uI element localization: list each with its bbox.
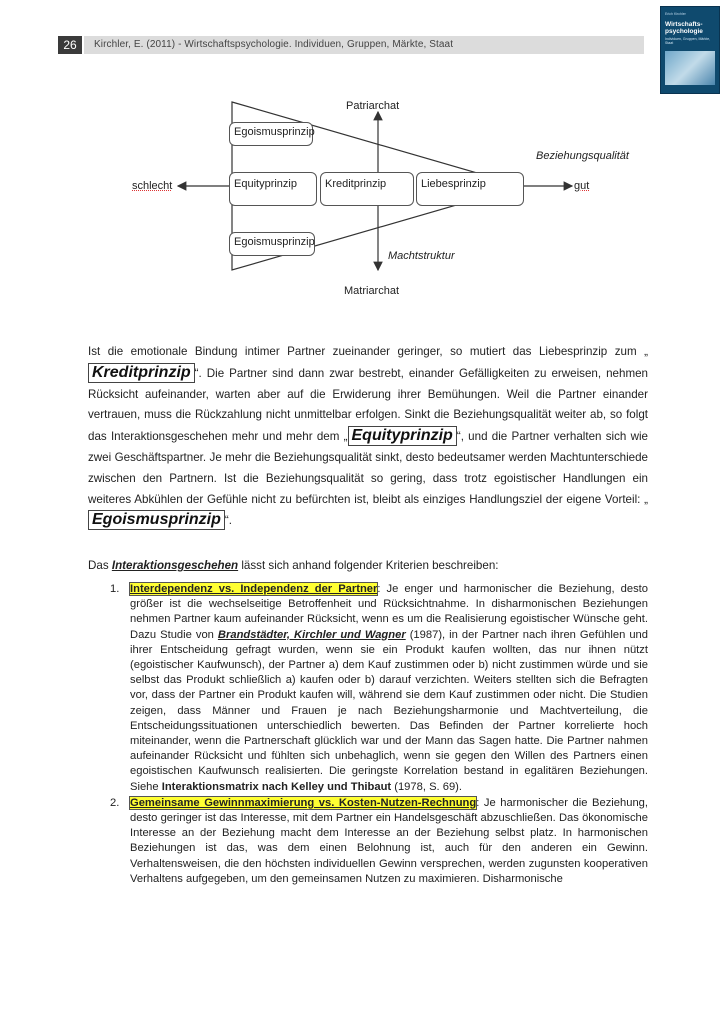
criterion-text: (1978, S. 69). bbox=[391, 780, 463, 793]
criterion-heading: Gemeinsame Gewinnmaximierung vs. Kosten-Nutzen-Rechnung bbox=[130, 796, 477, 809]
list-item bbox=[110, 582, 648, 795]
label-beziehungsqualitaet: Beziehungsqualität bbox=[536, 150, 629, 162]
criterion-text: : Je harmonischer die Beziehung, desto geringer ist das Interesse, mit dem Partner ein Handelsgeschäft abzuschließen. Das ökonomische Interesse an der Beziehung macht dem Interesse an der Beziehung selbst platz. In harmonischen Beziehungen ist das, was dem einen Belohnung ist, auch für den anderen ein Gewinn. Verhaltensweisen, die den höchsten individuellen Gewinn versprechen, werden zugunsten kooperativen Verhaltens aufgegeben, um den gemeinsamen Nutzen zu maximieren. Disharmonische bbox=[130, 796, 648, 885]
criterion-text: : Je enger und harmonischer die Beziehung, desto größer ist die wechselseitige Betroffenheit und Rücksichtnahme. In disharmonischen Beziehungen nehmen Partner kaum aufeinander Rücksicht, wenn es um die Realisierung egoistischer Wünsche geht. Dazu Studie von bbox=[130, 583, 648, 641]
page-number: 26 bbox=[58, 36, 82, 54]
box-kredit: Kreditprinzip bbox=[320, 172, 414, 206]
list-item bbox=[110, 796, 648, 887]
paragraph-part-1: Ist die emotionale Bindung intimer Partner zueinander geringer, so mutiert das Liebesprinzip zum „ bbox=[88, 345, 648, 358]
intro-before: Das bbox=[88, 559, 112, 572]
reference-kelley-thibaut: Interaktionsmatrix nach Kelley und Thibaut bbox=[161, 780, 392, 793]
intro-emphasis: Interaktionsgeschehen bbox=[111, 559, 239, 572]
label-patriarchat: Patriarchat bbox=[346, 100, 400, 112]
keyword-kreditprinzip: Kreditprinzip bbox=[88, 363, 195, 383]
keyword-egoismusprinzip: Egoismusprinzip bbox=[88, 510, 225, 530]
box-egoismus-top: Egoismusprinzip bbox=[229, 122, 313, 146]
list-number: 1. bbox=[110, 583, 120, 595]
box-egoismus-bottom: Egoismusprinzip bbox=[229, 232, 315, 256]
keyword-equityprinzip: Equityprinzip bbox=[348, 426, 457, 446]
paragraph-part-2: “. Die Partner sind dann zwar bestrebt, einander Gefälligkeiten zu erweisen, nehmen Rücksicht aufeinander, warten aber auf die Erwiderung ihrer Bemühungen. Weil die Partner einander vertrauen, muss die Rückzahlung nicht unmittelbar erfolgen. Sinkt die Beziehungsqualität weiter ab, so folgt das Interaktionsgeschehen mehr und mehr dem „ bbox=[88, 366, 648, 444]
header-citation: Kirchler, E. (2011) - Wirtschaftspsychologie. Individuen, Gruppen, Märkte, Staat bbox=[94, 39, 454, 50]
label-matriarchat: Matriarchat bbox=[344, 285, 400, 297]
criterion-heading: Interdependenz vs. Independenz der Partner bbox=[130, 583, 378, 595]
label-machtstruktur: Machtstruktur bbox=[388, 250, 455, 262]
book-cover-title: Wirtschafts-psychologie bbox=[665, 21, 703, 35]
reference-brandstaedter: Brandstädter, Kirchler und Wagner bbox=[217, 628, 406, 641]
book-cover-subtitle: Individuen, Gruppen, Märkte, Staat bbox=[665, 37, 711, 45]
relationship-diagram bbox=[0, 0, 728, 320]
label-schlecht: schlecht bbox=[132, 180, 173, 192]
paragraph-part-4: “. bbox=[224, 514, 232, 528]
criteria-intro bbox=[88, 559, 499, 572]
criteria-list bbox=[110, 582, 648, 888]
box-equity: Equityprinzip bbox=[229, 172, 317, 206]
criterion-text: (1987), in der Partner nach ihren Gefühlen und ihrer Entscheidung gefragt wurden, wenn sie ein Produkt kaufen wollten, das nur ihnen nützt (egoistischer Kaufwunsch), der Partner a) dem Kauf zustimmen oder b) nicht zustimmen würde und sie selbst das Produkt schließlich a) kaufen oder b) darauf verzichten. Weiters stellten sich die Befragten vor, dass der Partner ein Produkt kaufen will, während sie dem Kauf zustimmen oder nicht. Die Studien zeigen, dass Männer und Frauen je nach Beziehungsharmonie und Machtverteilung, die Entscheidungssituationen unterschiedlich bewerten. Das Befinden der Partner korrelierte hoch miteinander, wenn die Partnerschaft glücklich war und der Mann das Sagen hatte. Die Partner nahmen aufeinander Rücksicht und fühlten sich unbehaglich, wenn sie gegen den Willen des Partners einen egoistischen Kaufwunsch realisierten. Die geringste Korrelation bestand in egalitären Beziehungen. Siehe bbox=[130, 628, 649, 793]
list-number: 2. bbox=[110, 796, 120, 809]
label-gut: gut bbox=[574, 180, 590, 192]
box-liebe: Liebesprinzip bbox=[416, 172, 524, 206]
main-paragraph bbox=[88, 342, 648, 532]
intro-after: lässt sich anhand folgender Kriterien beschreiben: bbox=[238, 559, 499, 572]
paragraph-part-3: “, und die Partner verhalten sich wie zwei Geschäftspartner. Je mehr die Beziehungsqualität sinkt, desto bedeutsamer werden Machtunterschiede zwischen den Partnern. Ist die Beziehungsqualität so gering, dass trotz egoistischer Handlungen ein weiteres Abkühlen der Gefühle nicht zu befürchten ist, bleibt als einziges Handlungsziel der eigene Vorteil: „ bbox=[88, 430, 648, 506]
book-cover-author: Erich Kirchler bbox=[665, 12, 686, 16]
